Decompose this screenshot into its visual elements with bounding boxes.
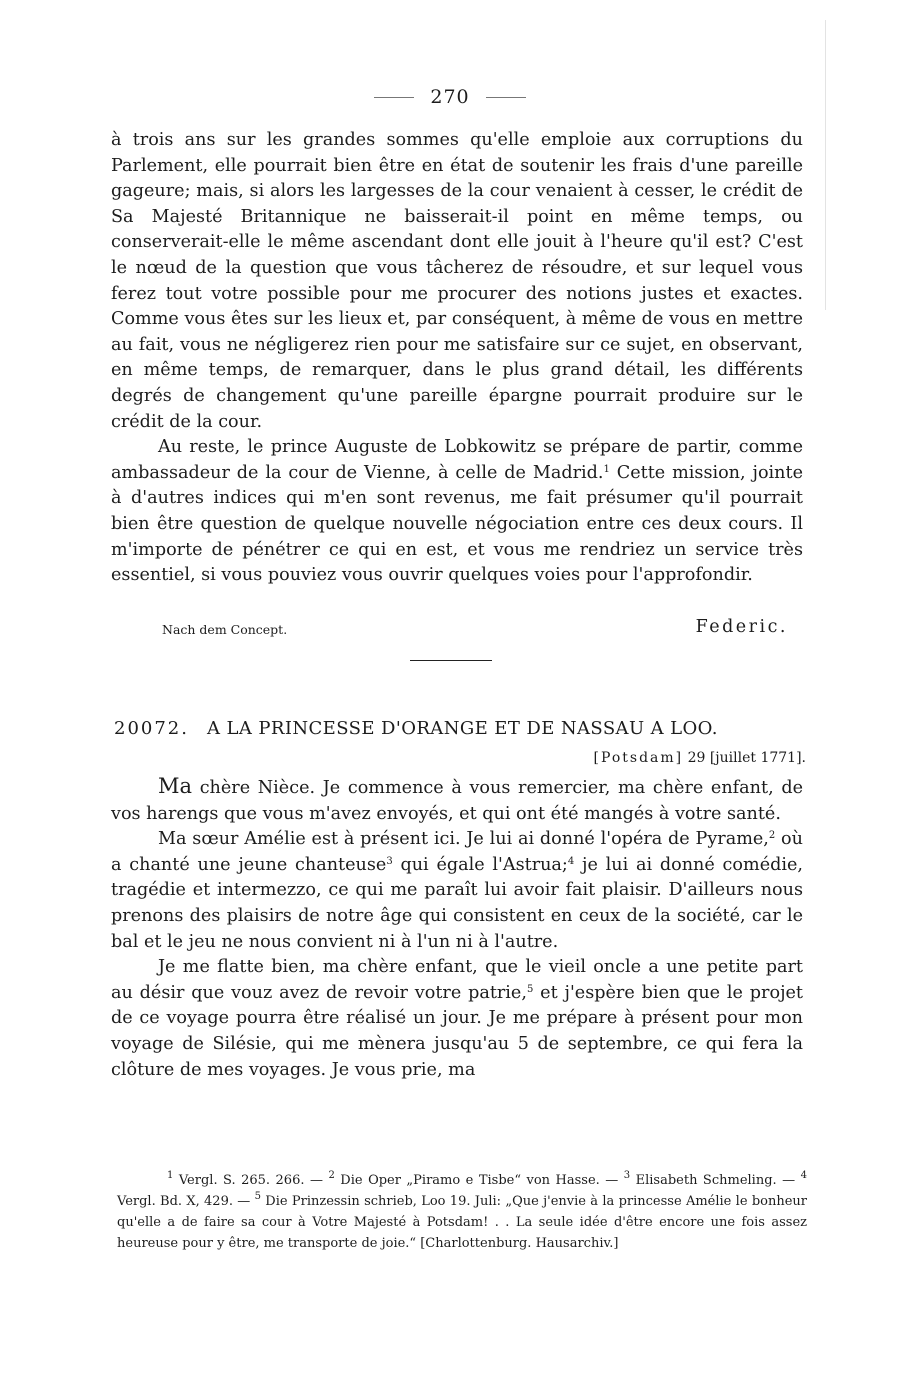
footnote-ref-5: 5: [526, 983, 534, 995]
paragraph-text: qui égale l'Astrua;: [392, 854, 568, 875]
paragraph-text: où a chanté une jeune chanteuse: [111, 829, 803, 875]
footnote-marker: 3: [623, 1170, 631, 1181]
footnote-marker: 4: [800, 1170, 807, 1181]
paragraph-voyage: [111, 955, 803, 1083]
footnote-text: Die Oper „Piramo e Tisbe“ von Hasse. —: [334, 1173, 624, 1188]
paragraph-lobkowitz: [111, 435, 803, 589]
footnote-ref-1: 1: [603, 463, 610, 475]
paragraph-text: chère Nièce. Je commence à vous remercier, ma chère enfant, de vos harengs que vous m'avez envoyés, et qui ont été mangés à votre santé.: [111, 778, 803, 824]
page-header: [0, 86, 900, 108]
letter-title: A LA PRINCESSE D'ORANGE ET DE NASSAU A LOO.: [206, 718, 718, 739]
paragraph-amelie: [111, 827, 803, 955]
scan-edge-line: [825, 20, 826, 310]
page-number: 270: [430, 86, 470, 108]
footnote-ref-2: 2: [768, 830, 776, 842]
paragraph-text: Ma sœur Amélie est à présent ici. Je lui ai donné l'opéra de Pyrame,: [158, 829, 769, 850]
paragraph-text: je lui ai donné comédie, tragédie et intermezzo, ce qui me paraît lui avoir fait plaisir. D'ailleurs nous prenons des plaisirs de notre âge qui consistent en ceux de la société, car le bal et le jeu ne nous convient ni à l'un ni à l'autre.: [111, 854, 803, 952]
letter-place: [Potsdam]: [593, 750, 684, 766]
footnote-ref-3: 3: [386, 855, 393, 867]
paragraph-salutation: [111, 774, 803, 827]
letter-body: [111, 774, 803, 1083]
paragraph-text: Au reste, le prince Auguste de Lobkowitz se prépare de partir, comme ambassadeur de la cour de Vienne, à celle de Madrid.: [111, 437, 803, 483]
previous-letter-text: [111, 128, 803, 589]
footnote-text: Vergl. S. 265. 266. —: [173, 1173, 329, 1188]
footnote-text: Vergl. Bd. X, 429. —: [117, 1194, 255, 1209]
header-rule-right: [486, 97, 526, 98]
footnotes: [117, 1170, 807, 1254]
closing-row: [162, 617, 788, 637]
footnote-marker: 5: [254, 1191, 261, 1202]
footnote-marker: 1: [167, 1170, 174, 1181]
section-divider: [410, 660, 492, 661]
footnote-block: [117, 1170, 807, 1254]
footnote-text: Elisabeth Schmeling. —: [630, 1173, 801, 1188]
paragraph-text: Cette mission, jointe à d'autres indices qui m'en sont revenus, me fait présumer qu'il pourrait bien être question de quelque nouvelle négociation entre ces deux cours. Il m'importe de pénétrer ce qui en est, et vous me rendriez un service très essentiel, si vous pouviez vous ouvrir quelques voies pour l'approfondir.: [111, 462, 803, 586]
paragraph-continuation: à trois ans sur les grandes sommes qu'elle emploie aux corruptions du Parlement, elle pourrait bien être en état de soutenir les frais d'une pareille gageure; mais, si alors les largesses de la cour venaient à cesser, le crédit de Sa Majesté Britannique ne baisserait-il point en même temps, ou conserverait-elle le même ascendant dont elle jouit à l'heure qu'il est? C'est le nœud de la question que vous tâcherez de résoudre, et sur lequel vous ferez tout votre possible pour me procurer des notions justes et exactes. Comme vous êtes sur les lieux et, par conséquent, à même de vous en mettre au fait, vous ne négligerez rien pour me satisfaire sur ce sujet, en observant, en même temps, de remarquer, dans le plus grand détail, les différents degrés de changement qu'une pareille épargne pourrait produire sur le crédit de la cour.: [111, 130, 803, 432]
letter-dateline: [500, 750, 806, 766]
paragraph-text: et j'espère bien que le projet de ce voyage pourra être réalisé un jour. Je me prépare à présent pour mon voyage de Silésie, qui me mènera jusqu'au 5 de septembre, ce qui fera la clôture de mes voyages. Je vous prie, ma: [111, 982, 804, 1080]
header-rule-left: [374, 97, 414, 98]
source-note: Nach dem Concept.: [162, 622, 288, 637]
letter-number: 20072.: [114, 718, 189, 739]
letter-date: 29 [juillet 1771].: [683, 750, 806, 766]
footnote-text: Die Prinzessin schrieb, Loo 19. Juli: „Que j'envie à la princesse Amélie le bonheur qu'elle a de faire sa cour à Votre Majesté à Potsdam! . . La seule idée d'être encore une fois assez heureuse pour y être, me transporte de joie.“ [Charlottenburg. Hausarchiv.]: [117, 1194, 808, 1251]
letter-heading: [114, 718, 806, 739]
paragraph-text: Je me flatte bien, ma chère enfant, que le vieil oncle a une petite part au désir que vouz avez de revoir votre patrie,: [111, 957, 803, 1003]
signature: Federic.: [695, 617, 788, 637]
footnote-marker: 2: [328, 1170, 335, 1181]
footnote-ref-4: 4: [567, 855, 575, 867]
salutation-first-word: Ma: [158, 774, 193, 798]
